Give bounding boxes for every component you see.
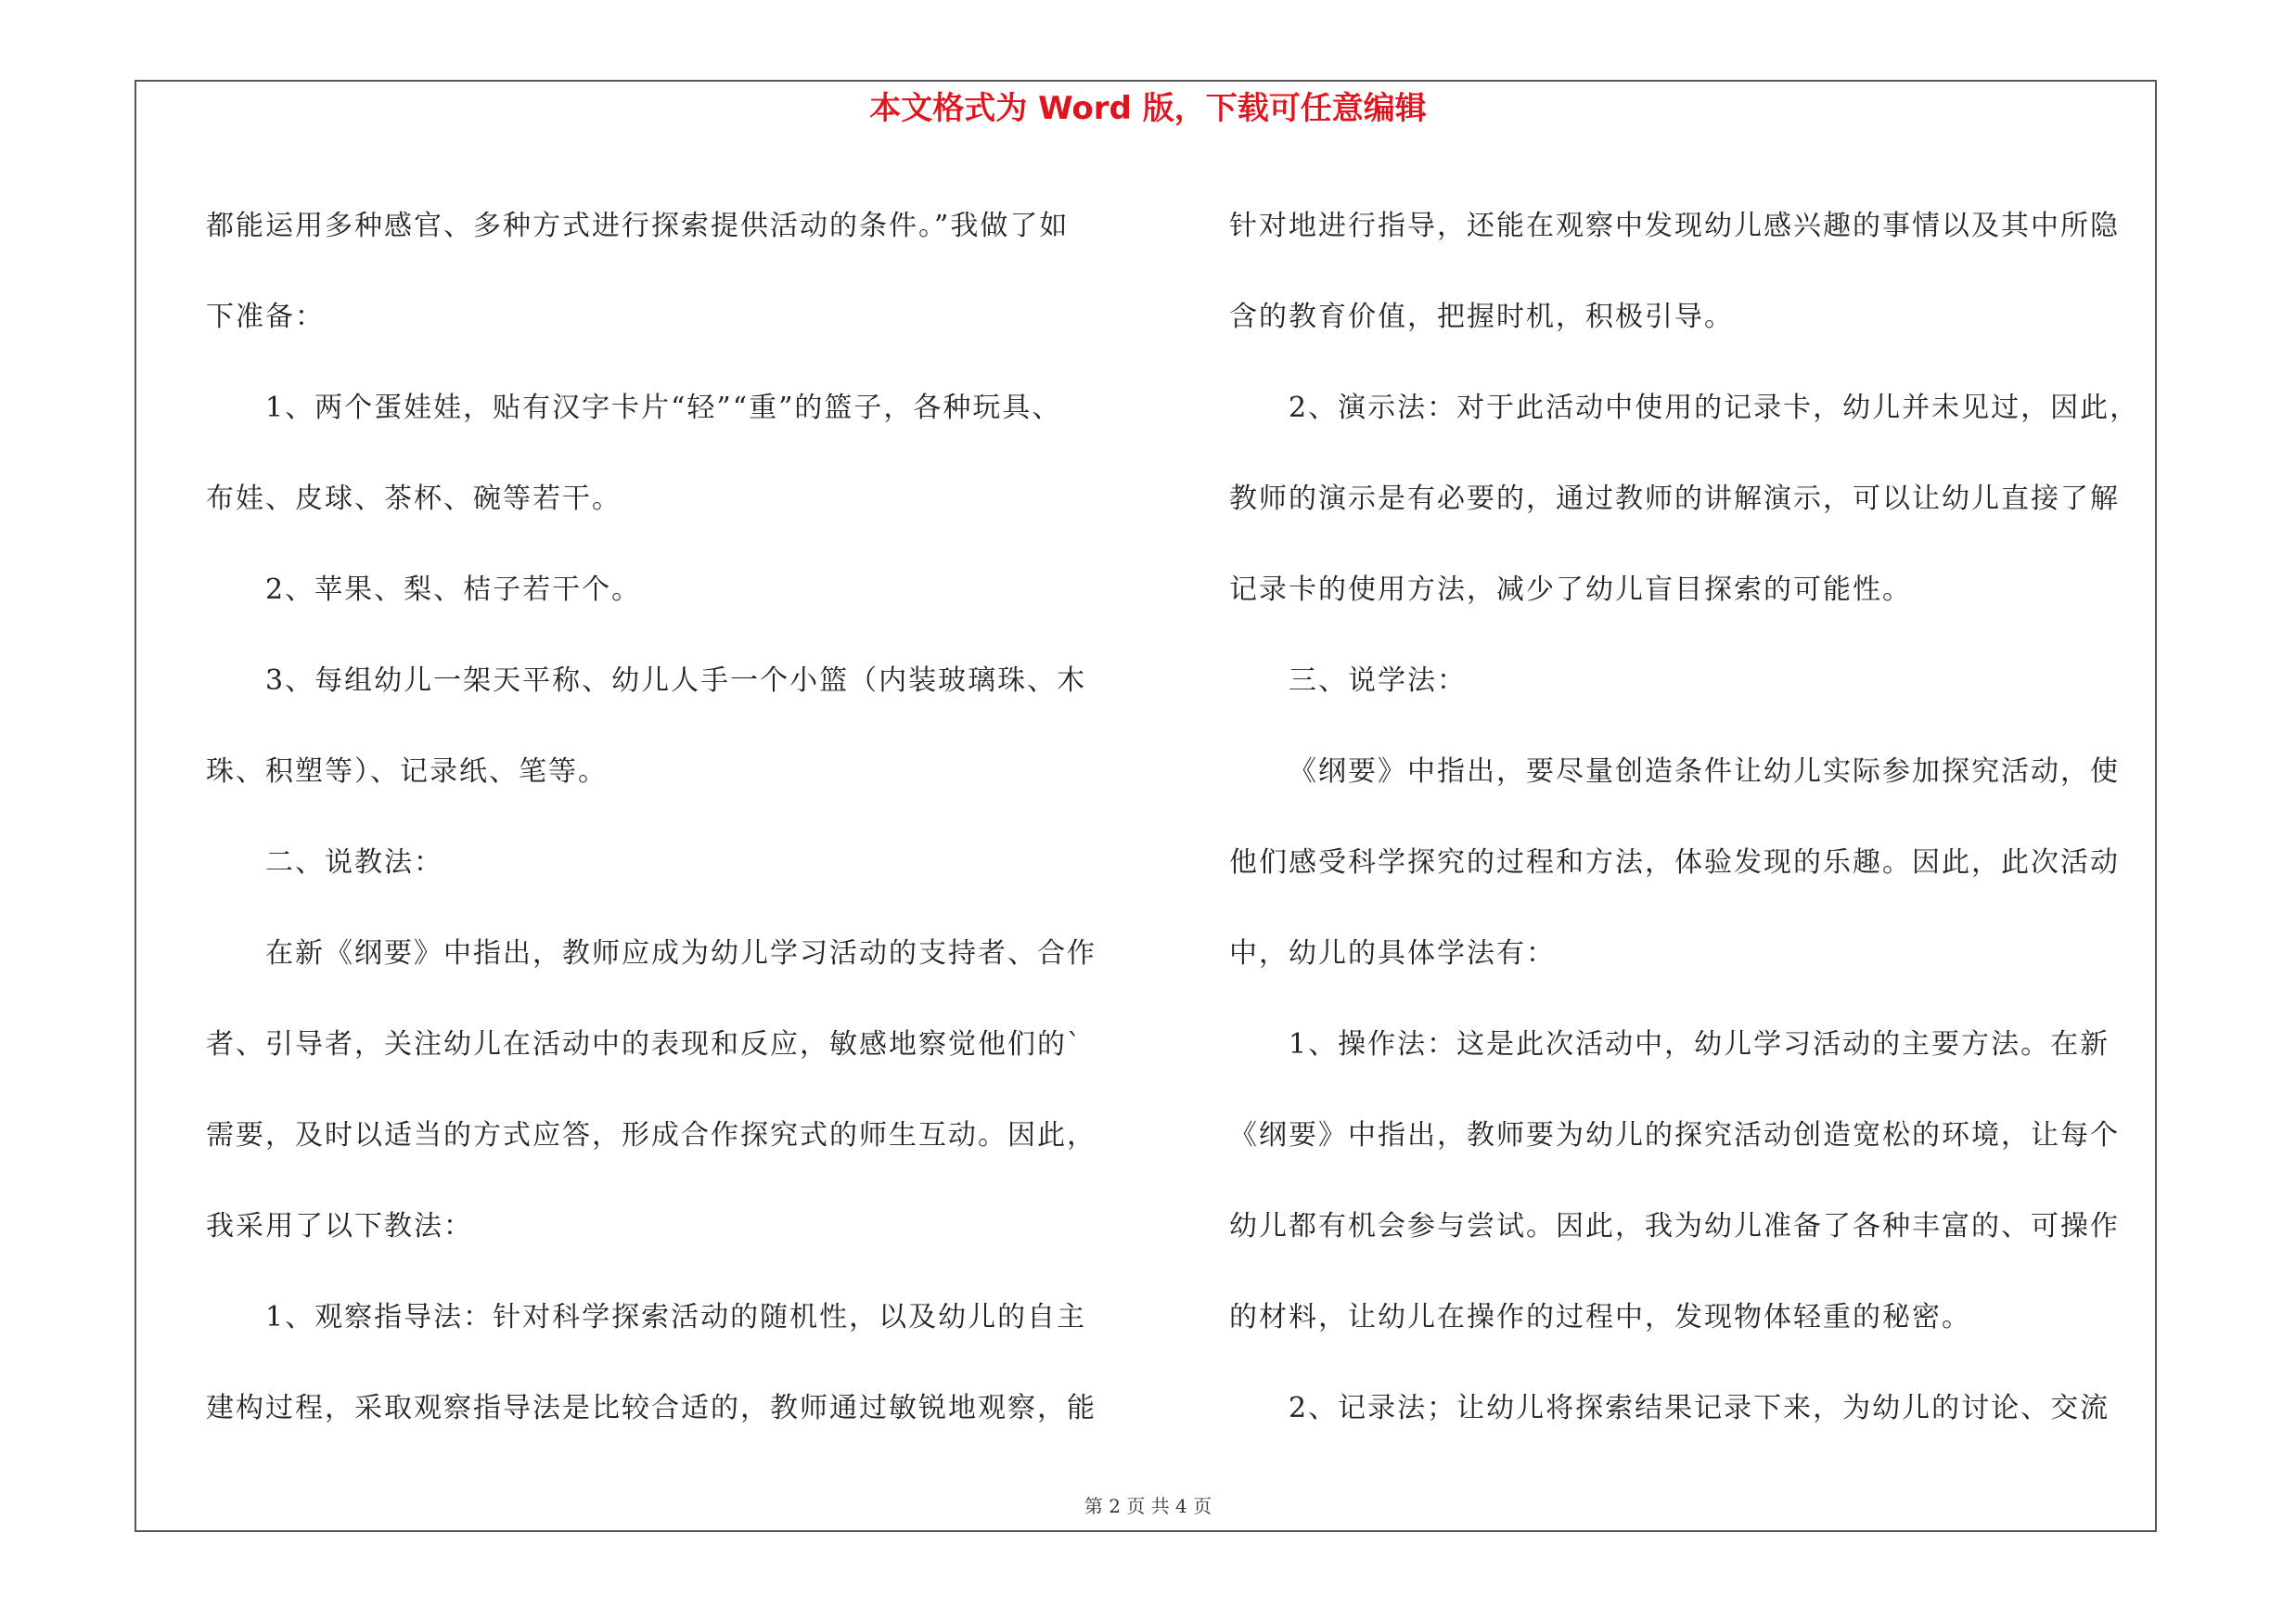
text-line: 针对地进行指导，还能在观察中发现幼儿感兴趣的事情以及其中所隐 (1229, 210, 2120, 242)
text-line: 三、说学法： (1289, 664, 1467, 697)
text-line: 需要，及时以适当的方式应答，形成合作探究式的师生互动。因此， (206, 1119, 1097, 1152)
format-banner: 本文格式为 Word 版，下载可任意编辑 (869, 90, 1427, 127)
text-line: 含的教育价值，把握时机，积极引导。 (1229, 301, 1734, 333)
text-line: 者、引导者，关注幼儿在活动中的表现和反应，敏感地察觉他们的` (206, 1028, 1083, 1061)
text-line: 我采用了以下教法： (206, 1210, 473, 1243)
text-line: 教师的演示是有必要的，通过教师的讲解演示，可以让幼儿直接了解 (1229, 483, 2120, 515)
text-line: 的材料，让幼儿在操作的过程中，发现物体轻重的秘密。 (1229, 1301, 1971, 1333)
text-line: 布娃、皮球、茶杯、碗等若干。 (206, 483, 622, 515)
text-line: 建构过程，采取观察指导法是比较合适的，教师通过敏锐地观察，能 (206, 1392, 1097, 1424)
text-line: 珠、积塑等）、记录纸、笔等。 (206, 755, 608, 788)
text-line: 1、操作法：这是此次活动中，幼儿学习活动的主要方法。在新 (1289, 1028, 2110, 1061)
text-line: 中，幼儿的具体学法有： (1229, 937, 1556, 970)
text-line: 下准备： (206, 301, 325, 333)
text-line: 记录卡的使用方法，减少了幼儿盲目探索的可能性。 (1229, 573, 1912, 606)
text-line: 都能运用多种感官、多种方式进行探索提供活动的条件。”我做了如 (206, 210, 1070, 242)
text-line: 二、说教法： (265, 846, 443, 879)
text-line: 他们感受科学探究的过程和方法，体验发现的乐趣。因此，此次活动 (1229, 846, 2120, 879)
left-text-column (206, 181, 1134, 1454)
text-line: 2、记录法；让幼儿将探索结果记录下来，为幼儿的讨论、交流 (1289, 1392, 2110, 1424)
text-line: 1、两个蛋娃娃，贴有汉字卡片“轻”“重”的篮子，各种玩具、 (265, 392, 1062, 424)
text-line: 2、演示法：对于此活动中使用的记录卡，幼儿并未见过，因此， (1289, 392, 2140, 424)
text-line: 3、每组幼儿一架天平称、幼儿人手一个小篮（内装玻璃珠、木 (265, 664, 1087, 697)
text-line: 1、观察指导法：针对科学探索活动的随机性，以及幼儿的自主 (265, 1301, 1087, 1333)
text-line: 《纲要》中指出，教师要为幼儿的探究活动创造宽松的环境，让每个 (1229, 1119, 2120, 1152)
text-line: 幼儿都有机会参与尝试。因此，我为幼儿准备了各种丰富的、可操作 (1229, 1210, 2120, 1243)
text-line: 在新《纲要》中指出，教师应成为幼儿学习活动的支持者、合作 (265, 937, 1097, 970)
page-number-footer: 第 2 页 共 4 页 (1084, 1495, 1212, 1517)
text-line: 《纲要》中指出，要尽量创造条件让幼儿实际参加探究活动，使 (1289, 755, 2120, 788)
right-text-column (1229, 181, 2157, 1454)
text-line: 2、苹果、梨、桔子若干个。 (265, 573, 642, 606)
